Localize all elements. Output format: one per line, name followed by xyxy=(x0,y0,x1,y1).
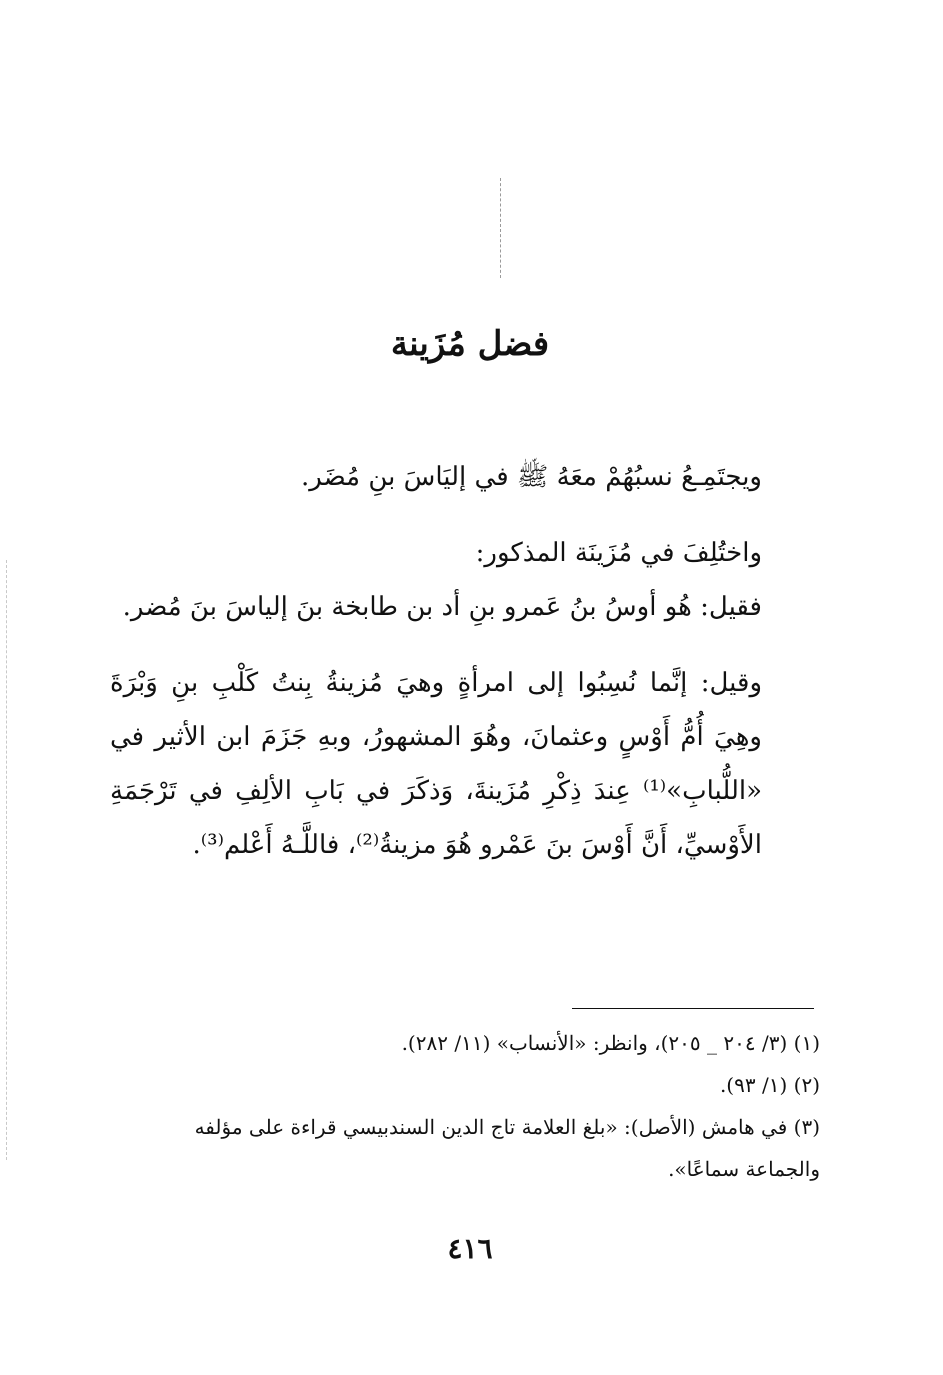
footnote-3: (٣) في هامش (الأصل): «بلغ العلامة تاج الدين السندبيسي قراءة على مؤلفه والجماعة سماعًا». xyxy=(194,1115,820,1181)
paragraph-first-opinion: فقيل: هُو أوسُ بنُ عَمرو بنِ أد بن طابخة بنَ إلياسَ بنَ مُضر. xyxy=(122,592,762,622)
top-dashed-rule xyxy=(500,178,501,278)
footnotes xyxy=(120,1022,820,1190)
footnote-1: (١) (٣/ ٢٠٤ _ ٢٠٥)، وانظر: «الأنساب» (١١/ ٢٨٢). xyxy=(401,1031,820,1055)
page-number: ٤١٦ xyxy=(447,1232,493,1265)
footnote-2: (٢) (١/ ٩٣). xyxy=(719,1073,820,1097)
footnote-separator xyxy=(572,1008,814,1009)
paragraph-second-opinion: وقيل: إنَّما نُسِبُوا إلى امرأةٍ وهيَ مُزينةُ بِنتُ كَلْبِ بنِ وَبْرَةَ وهِيَ أُمُّ أَوْسٍ وعثمانَ، وهُوَ المشهورُ، وبهِ جَزَمَ ابن الأثير في «اللُّبابِ»⁽¹⁾ عِندَ ذِكْرِ مُزَينةَ، وَذكَرَ في بَابِ الألِفِ في تَرْجَمَةِ الأَوْسيِّ، أَنَّ أَوْسَ بنَ عَمْرو هُوَ مزينةُ⁽²⁾، فاللَّـهُ أَعْلم⁽³⁾. xyxy=(110,668,762,860)
paragraph-lineage: ويجتَمِـعُ نسبُهُمْ معَهُ ﷺ في إليَاسَ بنِ مُضَر. xyxy=(300,462,762,492)
main-text xyxy=(110,450,762,872)
paragraph-dispute: واختُلِفَ في مُزَينَة المذكور: xyxy=(475,538,762,568)
chapter-title: فضل مُزَينة xyxy=(390,324,550,364)
left-margin-edge xyxy=(6,560,7,1160)
